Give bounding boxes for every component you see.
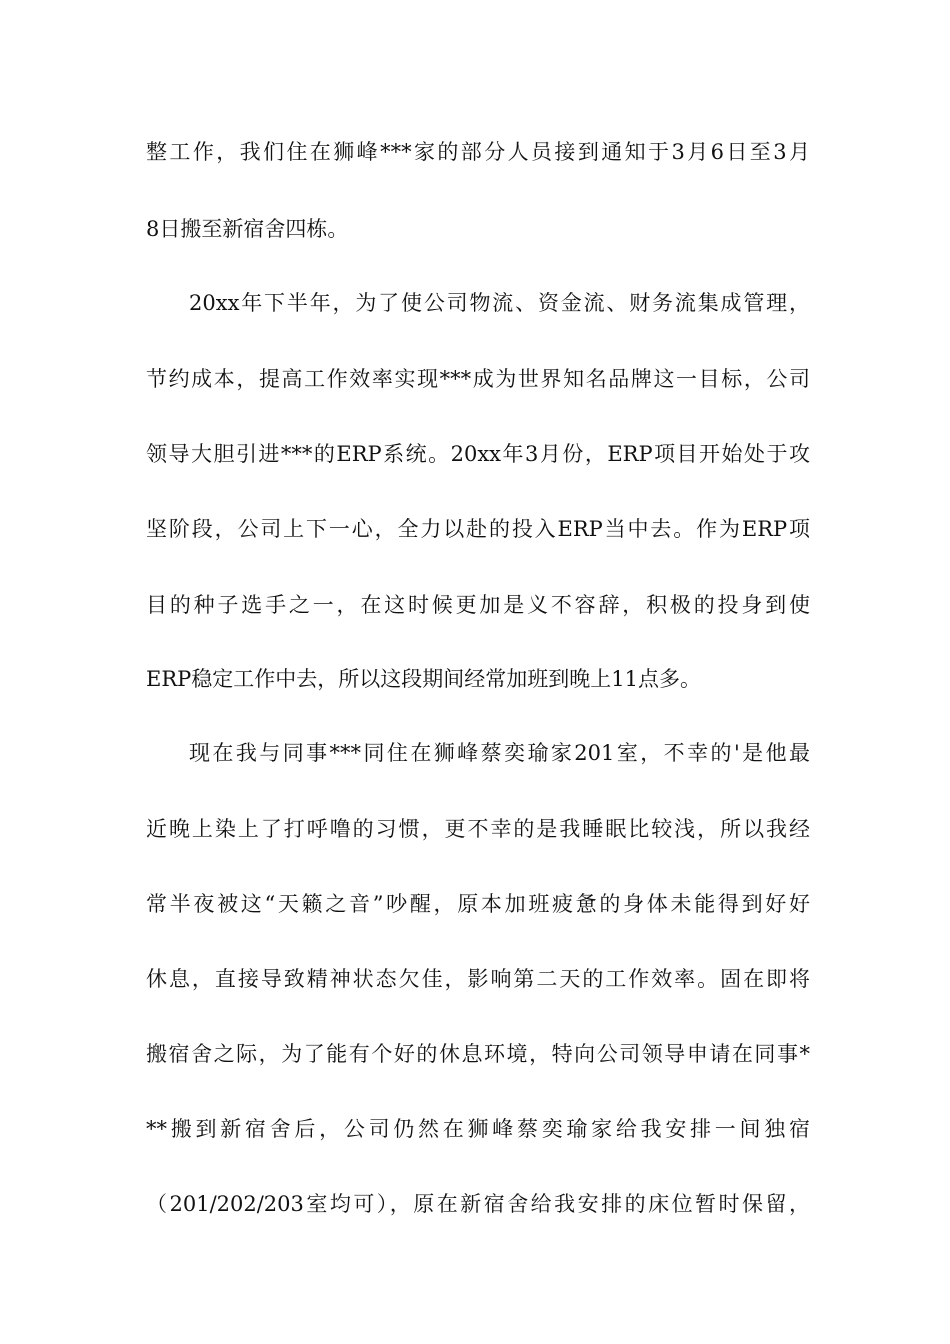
text-line: 20xx年下半年，为了使公司物流、资金流、财务流集成管理， (189, 291, 810, 315)
text-line: ERP稳定工作中去，所以这段期间经常加班到晚上11点多。 (146, 667, 701, 691)
text-line: **搬到新宿舍后，公司仍然在狮峰蔡奕瑜家给我安排一间独宿 (146, 1117, 810, 1141)
text-line: 目的种子选手之一，在这时候更加是义不容辞，积极的投身到使 (146, 593, 810, 617)
text-line: 近晚上染上了打呼噜的习惯，更不幸的是我睡眠比较浅，所以我经 (146, 817, 810, 841)
text-line: 领导大胆引进***的ERP系统。20xx年3月份，ERP项目开始处于攻 (146, 442, 810, 466)
text-line: 节约成本，提高工作效率实现***成为世界知名品牌这一目标，公司 (146, 367, 810, 391)
text-line: 常半夜被这“天籁之音”吵醒，原本加班疲惫的身体未能得到好好 (146, 892, 810, 916)
text-line: 休息，直接导致精神状态欠佳，影响第二天的工作效率。固在即将 (146, 967, 810, 991)
text-line: 整工作，我们住在狮峰***家的部分人员接到通知于3月6日至3月 (146, 140, 810, 164)
text-line: 现在我与同事***同住在狮峰蔡奕瑜家201室，不幸的'是他最 (189, 741, 810, 765)
text-line: （201/202/203室均可），原在新宿舍给我安排的床位暂时保留， (146, 1192, 810, 1216)
text-line: 坚阶段，公司上下一心，全力以赴的投入ERP当中去。作为ERP项 (146, 517, 810, 541)
text-line: 8日搬至新宿舍四栋。 (146, 217, 349, 241)
text-line: 搬宿舍之际，为了能有个好的休息环境，特向公司领导申请在同事* (146, 1042, 810, 1066)
